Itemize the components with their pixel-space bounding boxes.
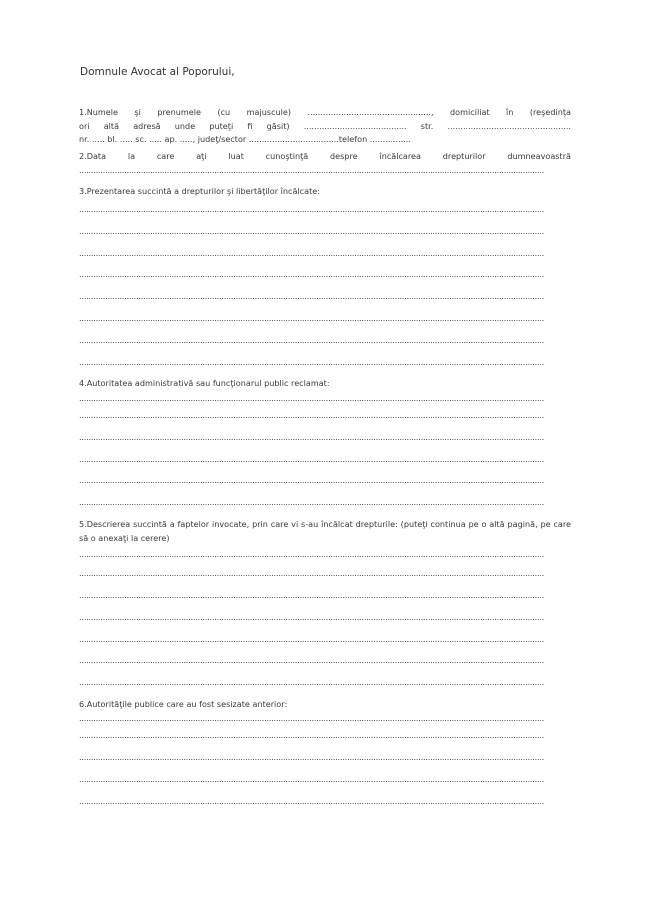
section2-fill-line[interactable]: .................................................................................................................................................................................................... — [79, 165, 545, 176]
section6-fill-lines — [79, 711, 571, 812]
fill-line[interactable]: .................................................................................................................................................................................................... — [79, 291, 545, 302]
fill-line[interactable]: .................................................................................................................................................................................................... — [79, 752, 545, 763]
section5-title: 5.Descrierea succintă a faptelor invocate, prin care vi s-au încălcat drepturile: (puteţi continua pe o altă pagină, pe care să o anexaţi la cerere) — [79, 518, 571, 543]
fill-line[interactable]: .................................................................................................................................................................................................... — [79, 312, 545, 323]
section1-line2: ori altă adresă unde puteţi fi găsit) ........................................ str. ................................................ — [79, 120, 571, 131]
fill-line[interactable]: .................................................................................................................................................................................................... — [79, 730, 545, 741]
fill-line[interactable]: .................................................................................................................................................................................................... — [79, 655, 545, 666]
section2-line1: 2.Data la care aţi luat cunoştinţă despre încălcarea drepturilor dumneavoastră — [79, 150, 571, 161]
section1-line3: nr. ..... bl. ..... sc. ..... ap. ....., judeţ/sector ...................................telefon ................ — [79, 134, 411, 145]
section4-title: 4.Autoritatea administrativă sau funcţionarul public reclamat: — [79, 378, 330, 389]
fill-line[interactable]: .................................................................................................................................................................................................... — [79, 269, 545, 280]
section3-fill-lines — [79, 199, 571, 373]
section1-line1: 1.Numele şi prenumele (cu majuscule) ................................................, domiciliat în (reşedinţa — [79, 107, 571, 117]
fill-line[interactable]: .................................................................................................................................................................................................... — [79, 334, 545, 345]
fill-line[interactable]: .................................................................................................................................................................................................... — [79, 225, 545, 236]
fill-line[interactable]: .................................................................................................................................................................................................... — [79, 203, 545, 214]
section6-title: 6.Autorităţile publice care au fost sesizate anterior: — [79, 698, 288, 709]
form-content — [79, 106, 571, 813]
fill-line[interactable]: .................................................................................................................................................................................................... — [79, 549, 545, 560]
fill-line[interactable]: .................................................................................................................................................................................................... — [79, 677, 545, 688]
fill-line[interactable]: .................................................................................................................................................................................................... — [79, 611, 545, 622]
section4-fill-lines — [79, 391, 571, 514]
section3-title: 3.Prezentarea succintă a drepturilor şi libertăţilor încălcate: — [79, 186, 320, 197]
fill-line[interactable]: .................................................................................................................................................................................................... — [79, 431, 545, 442]
fill-line[interactable]: .................................................................................................................................................................................................... — [79, 497, 545, 508]
fill-line[interactable]: .................................................................................................................................................................................................... — [79, 568, 545, 579]
fill-line[interactable]: .................................................................................................................................................................................................... — [79, 475, 545, 486]
fill-line[interactable]: .................................................................................................................................................................................................... — [79, 409, 545, 420]
greeting: Domnule Avocat al Poporului, — [80, 66, 235, 78]
fill-line[interactable]: .................................................................................................................................................................................................... — [79, 589, 545, 600]
fill-line[interactable]: .................................................................................................................................................................................................... — [79, 453, 545, 464]
fill-line[interactable]: .................................................................................................................................................................................................... — [79, 795, 545, 806]
fill-line[interactable]: .................................................................................................................................................................................................... — [79, 713, 545, 724]
fill-line[interactable]: .................................................................................................................................................................................................... — [79, 774, 545, 785]
fill-line[interactable]: .................................................................................................................................................................................................... — [79, 633, 545, 644]
section5-fill-lines — [79, 545, 571, 694]
fill-line[interactable]: .................................................................................................................................................................................................... — [79, 356, 545, 367]
fill-line[interactable]: .................................................................................................................................................................................................... — [79, 392, 545, 403]
fill-line[interactable]: .................................................................................................................................................................................................... — [79, 247, 545, 258]
